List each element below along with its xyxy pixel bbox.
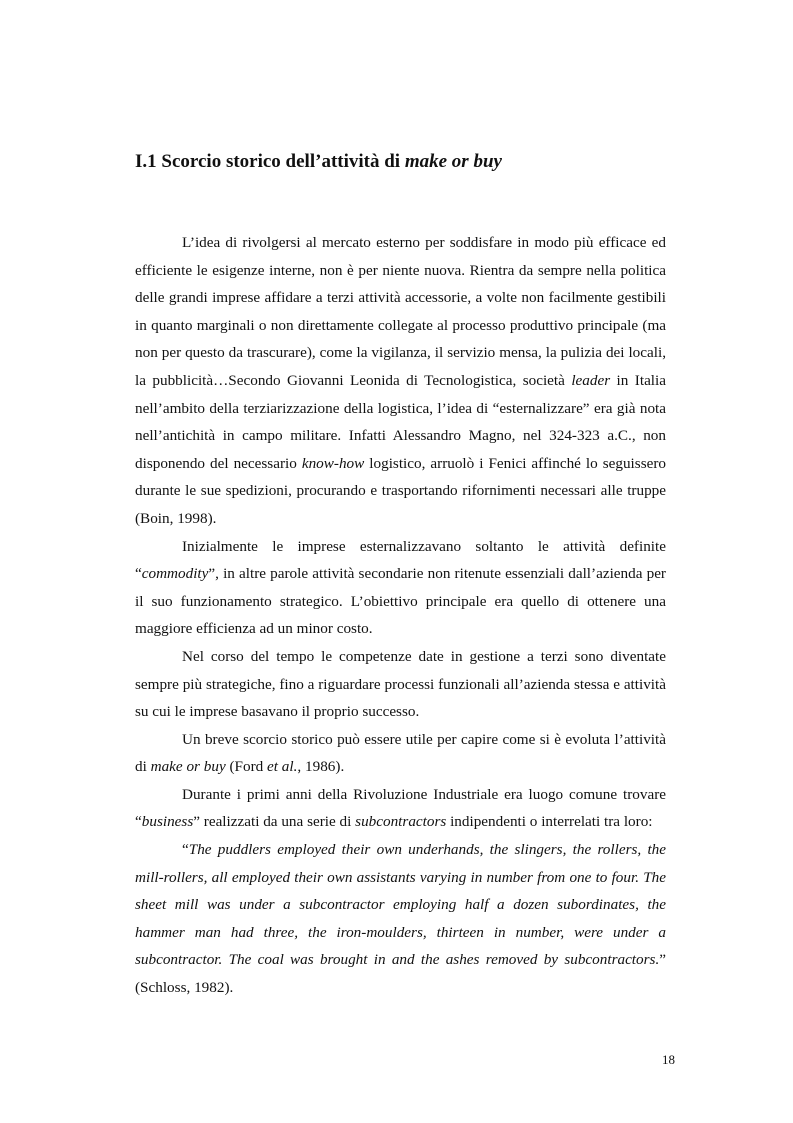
text-run: , 1986). [297,758,345,776]
text-run: indipendenti o interrelati tra loro: [446,813,653,831]
text-run: Nel corso del tempo le competenze date in gestione a terzi sono diventate sempre più strategiche, fino a riguardare processi funzionali all’azienda stessa e attività su cui le imprese basavano il proprio successo. [135,647,666,721]
emphasis-text: business [141,813,194,831]
text-run: Durante i primi anni della Rivoluzione Industriale era luogo comune trovare “ [135,785,666,831]
text-run: ” (Schloss, 1982). [135,951,666,997]
text-run: in Italia nell’ambito della terziarizzazione della logistica, l’idea di “esternalizzare” era già nota nell’antichità in campo militare. Infatti Alessandro Magno, nel 324-323 a.C., non disponendo del necessario [135,371,666,472]
text-run: ” realizzati da una serie di [193,813,356,831]
text-run: logistico, arruolò i Fenici affinché lo seguissero durante le sue spedizioni, procurando e trasportando rifornimenti necessari alle truppe (Boin, 1998). [135,454,666,527]
text-run: “ [182,841,189,859]
paragraph-4 [135,726,666,781]
section-heading-text: I.1 Scorcio storico dell’attività di [135,151,405,172]
emphasis-text: know-how [301,454,365,472]
emphasis-text: subcontractors [355,813,447,831]
page-number: 18 [662,1052,675,1067]
paragraph-3 [135,643,666,726]
block-quote [135,836,666,1002]
emphasis-text: commodity [141,565,209,583]
paragraph-1 [135,229,666,533]
text-run: Un breve scorcio storico può essere utile per capire come si è evoluta l’attività di [135,730,666,776]
text-run: ”, in altre parole attività secondarie non ritenute essenziali dall’azienda per il suo funzionamento strategico. L’obiettivo principale era quello di ottenere una maggiore efficienza ad un minor costo. [135,565,666,638]
emphasis-text: The puddlers employed their own underhands, the slingers, the rollers, the mill-rollers, all employed their own assistants varying in number from one to four. The sheet mill was under a subcontractor employing half a dozen subordinates, the hammer man had three, the iron-moulders, thirteen in number, were under a subcontractor. The coal was brought in and the ashes removed by subcontractors. [135,841,666,969]
section-heading [135,148,695,176]
text-run: Inizialmente le imprese esternalizzavano soltanto le attività definite “ [135,537,666,583]
text-run: (Ford [225,758,268,776]
text-run: L’idea di rivolgersi al mercato esterno per soddisfare in modo più efficace ed efficiente le esigenze interne, non è per niente nuova. Rientra da sempre nella politica delle grandi imprese affidare a terzi attività accessorie, a volte non facilmente gestibili in quanto marginali o non direttamente collegate al processo produttivo principale (ma non per questo da trascurare), come la vigilanza, il servizio mensa, la pulizia dei locali, la pubblicità…Secondo Giovanni Leonida di Tecnologistica, società [135,234,666,389]
emphasis-text: et al. [267,758,298,776]
emphasis-text: leader [571,371,611,389]
section-heading-emphasis: make or buy [404,151,502,172]
paragraph-5 [135,781,666,836]
body-text [135,229,666,1002]
paragraph-2 [135,533,666,643]
emphasis-text: make or buy [150,758,226,776]
